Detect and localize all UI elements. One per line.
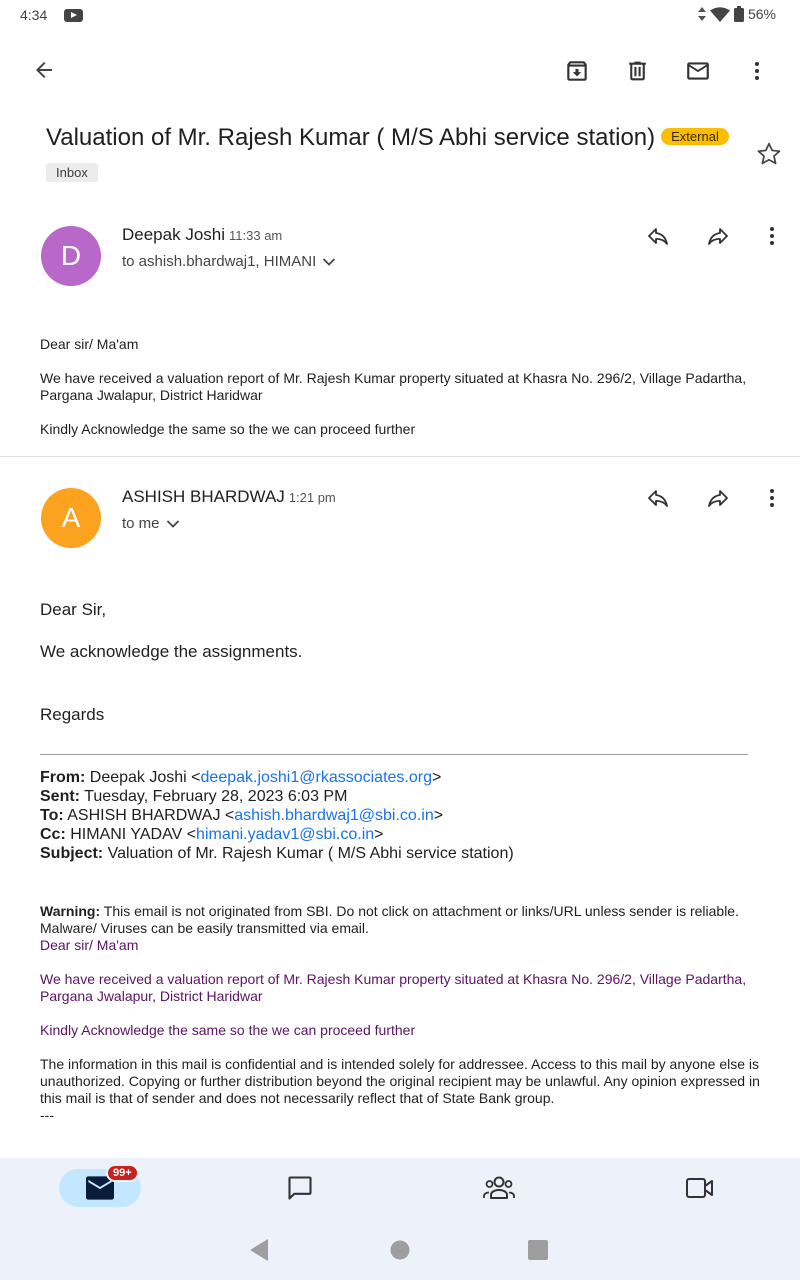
- reply-icon[interactable]: [644, 224, 672, 248]
- data-arrows-icon: [698, 7, 706, 21]
- disclaimer-text: The information in this mail is confidential and is intended solely for addressee. Access to this mail by anyone else is unauthorized. Copying or further distribution beyond the original recipient may be unlawful. Any opinion expressed in this mail is that of sender and does not necessarily reflect that of State Bank group.: [40, 1056, 760, 1106]
- sender-name: ASHISH BHARDWAJ: [122, 487, 285, 506]
- inbox-label-chip[interactable]: Inbox: [46, 163, 98, 182]
- quoted-subject: Subject: Valuation of Mr. Rajesh Kumar ( M/S Abhi service station): [40, 845, 514, 862]
- email-subject: [46, 124, 729, 152]
- avatar[interactable]: A: [41, 488, 101, 548]
- battery-icon: [734, 6, 744, 22]
- message-time: 11:33 am: [229, 228, 283, 243]
- subject-text: Valuation of Mr. Rajesh Kumar ( M/S Abhi service station): [46, 124, 656, 151]
- quoted-paragraph: Dear sir/ Ma'am: [40, 937, 139, 953]
- message-divider: [0, 456, 800, 457]
- back-arrow-icon[interactable]: [32, 58, 56, 82]
- chevron-down-icon: [322, 257, 336, 267]
- body-paragraph: Kindly Acknowledge the same so the we can proceed further: [40, 421, 416, 437]
- signature-separator: ---: [40, 1107, 54, 1123]
- body-paragraph: We have received a valuation report of Mr. Rajesh Kumar property situated at Khasra No. 296/2, Village Padartha, Pargana Jwalapur, District Haridwar: [40, 370, 747, 403]
- battery-percent: 56%: [747, 6, 776, 22]
- status-right: [698, 6, 776, 22]
- cc-email-link[interactable]: himani.yadav1@sbi.co.in: [196, 826, 375, 843]
- quoted-paragraph: We have received a valuation report of Mr. Rajesh Kumar property situated at Khasra No. 296/2, Village Padartha, Pargana Jwalapur, District Haridwar: [40, 971, 747, 1004]
- star-icon[interactable]: [756, 141, 782, 167]
- body-paragraph: Dear sir/ Ma'am: [40, 336, 139, 352]
- recipients-text: to ashish.bhardwaj1, HIMANI: [122, 253, 317, 270]
- quoted-paragraph: Kindly Acknowledge the same so the we can proceed further: [40, 1022, 416, 1038]
- chat-icon[interactable]: [286, 1174, 314, 1202]
- body-paragraph: Regards: [40, 705, 105, 724]
- quoted-body: [40, 903, 765, 1124]
- chevron-down-icon: [166, 519, 180, 529]
- delete-icon[interactable]: [625, 58, 650, 84]
- body-paragraph: We acknowledge the assignments.: [40, 642, 303, 661]
- youtube-icon: [64, 9, 83, 22]
- recipients-text: to me: [122, 515, 160, 532]
- warning-text: Warning: This email is not originated from SBI. Do not click on attachment or links/URL unless sender is reliable. Malware/ Viruses can be easily transmitted via email.: [40, 903, 739, 936]
- recents-square-icon[interactable]: [528, 1240, 548, 1260]
- archive-icon[interactable]: [564, 58, 590, 84]
- forward-icon[interactable]: [704, 224, 732, 248]
- message-sender-row: [122, 225, 282, 245]
- message-sender-row: [122, 487, 336, 507]
- from-email-link[interactable]: deepak.joshi1@rkassociates.org: [200, 769, 432, 786]
- external-badge: External: [661, 128, 729, 145]
- message-time: 1:21 pm: [288, 490, 336, 505]
- quoted-from: From: Deepak Joshi <deepak.joshi1@rkassociates.org>: [40, 769, 442, 786]
- sender-name: Deepak Joshi: [122, 225, 226, 244]
- forward-icon[interactable]: [704, 486, 732, 510]
- more-vert-icon[interactable]: [745, 58, 769, 84]
- to-email-link[interactable]: ashish.bhardwaj1@sbi.co.in: [234, 807, 434, 824]
- quoted-cc: Cc: HIMANI YADAV <himani.yadav1@sbi.co.in>: [40, 826, 384, 843]
- avatar[interactable]: D: [41, 226, 101, 286]
- wifi-icon: [710, 7, 730, 22]
- quoted-to: To: ASHISH BHARDWAJ <ashish.bhardwaj1@sbi.co.in>: [40, 807, 444, 824]
- mail-badge: 99+: [106, 1164, 139, 1182]
- recipients-toggle[interactable]: [122, 515, 180, 532]
- recipients-toggle[interactable]: [122, 253, 336, 270]
- quote-separator: [40, 754, 748, 755]
- quoted-sent: Sent: Tuesday, February 28, 2023 6:03 PM: [40, 788, 348, 805]
- message-more-icon[interactable]: [760, 223, 784, 249]
- spaces-icon[interactable]: [483, 1175, 515, 1201]
- status-time: 4:34: [20, 7, 48, 23]
- home-circle-icon[interactable]: [390, 1240, 410, 1260]
- meet-icon[interactable]: [685, 1176, 715, 1200]
- back-triangle-icon[interactable]: [248, 1238, 270, 1262]
- message-body: [40, 336, 770, 438]
- quoted-header: [40, 768, 514, 863]
- mark-unread-icon[interactable]: [684, 58, 712, 84]
- reply-icon[interactable]: [644, 486, 672, 510]
- message-more-icon[interactable]: [760, 485, 784, 511]
- body-paragraph: Dear Sir,: [40, 600, 107, 619]
